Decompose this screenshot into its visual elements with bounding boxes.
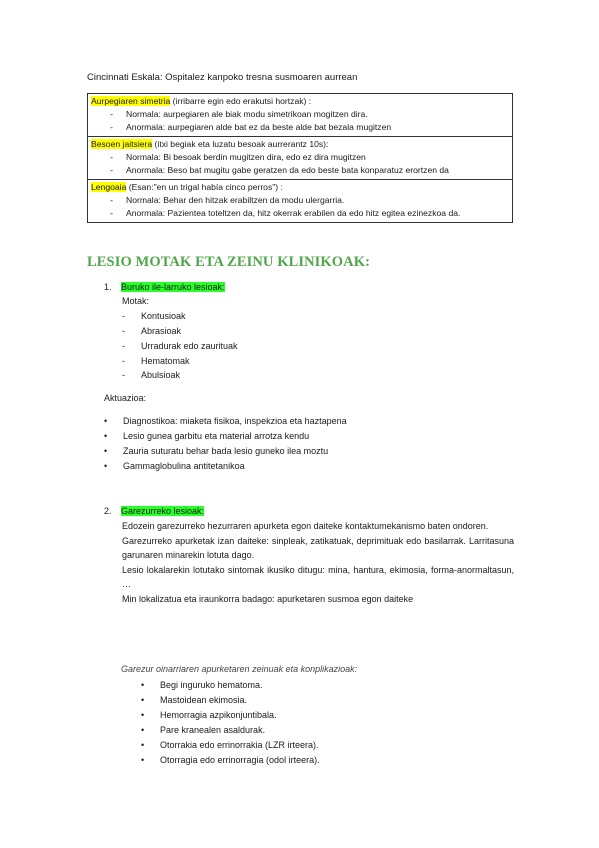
list-item: - Kontusioak [122, 311, 186, 321]
section1-title: 1. Buruko ile-larruko lesioak: [104, 282, 225, 292]
list-item: • Diagnostikoa: miaketa fisikoa, inspekzioa eta haztapena [104, 416, 347, 426]
list-item: • Gammaglobulina antitetanikoa [104, 461, 245, 471]
aktuazioa-label: Aktuazioa: [104, 393, 147, 403]
table-cell-arms [88, 137, 512, 180]
criterion-label: Lengoaia [91, 182, 127, 192]
list-item: - Anormala: Beso bat mugitu gabe geratzen da edo beste bata konparatuz erortzen da [110, 165, 449, 175]
scale-caption: Cincinnati Eskala: Ospitalez kanpoko tresna susmoaren aurrean [87, 72, 358, 83]
list-item: • Otorragia edo errinorragia (odol irteera). [141, 755, 320, 765]
paragraph: Edozein garezurreko hezurraren apurketa egon daiteke kontaktumekanismo baten ondoren. [122, 521, 489, 531]
list-item: - Abulsioak [122, 370, 181, 380]
list-item: • Lesio gunea garbitu eta material arrotza kendu [104, 431, 310, 441]
list-item: • Zauria suturatu behar bada lesio guneko ilea moztu [104, 446, 329, 456]
paragraph: Min lokalizatua eta iraunkorra badago: apurketaren susmoa egon daiteke [122, 593, 414, 604]
criterion-instruction: (Esan:"en un trigal había cinco perros") : [126, 182, 283, 192]
list-item: - Abrasioak [122, 326, 182, 336]
section2-title: 2. Garezurreko lesioak: [104, 506, 205, 516]
list-item: - Normala: Behar den hitzak erabiltzen da modu ulergarria. [110, 195, 345, 205]
list-item: - Urradurak edo zaurituak [122, 341, 238, 351]
list-item: - Hematomak [122, 356, 190, 366]
criterion-instruction: (itxi begiak eta luzatu besoak aurrerantz 10s): [152, 139, 329, 149]
section2-body [122, 519, 514, 607]
criterion-instruction: (irribarre egin edo erakutsi hortzak) : [170, 96, 312, 106]
table-cell-face [88, 94, 512, 137]
criterion-label: Besoen jaitsiera [91, 139, 153, 149]
list-item: - Anormala: aurpegiaren alde bat ez da beste alde bat bezala mugitzen [110, 122, 392, 132]
paragraph: Lesio lokalarekin lotutako sintomak ikusiko ditugu: mina, hantura, ekimosia, forma-anormaltasun, … [122, 564, 514, 590]
subheading: Garezur oinarriaren apurketaren zeinuak eta konplikazioak: [121, 664, 358, 674]
motak-label: Motak: [122, 296, 150, 306]
list-item: - Normala: Bi besoak berdin mugitzen dira, edo ez dira mugitzen [110, 152, 366, 162]
list-item: - Anormala: Pazientea toteltzen da, hitz okerrak erabilen da edo hitz egitea ezinezkoa da. [110, 208, 461, 218]
list-item: • Otorrakia edo errinorrakia (LZR irteera). [141, 740, 319, 750]
table-cell-language [88, 180, 512, 222]
list-item: • Hemorragia azpikonjuntibala. [141, 710, 277, 720]
section-heading: LESIO MOTAK ETA ZEINU KLINIKOAK: [87, 254, 371, 270]
paragraph: Garezurreko apurketak izan daiteke: sinpleak, zatikatuak, deprimituak edo basilarrak. Larritasuna garunaren minarekin lotuta dago. [122, 535, 514, 561]
cincinnati-scale-table [87, 93, 513, 223]
list-item: • Mastoidean ekimosia. [141, 695, 248, 705]
criterion-label: Aurpegiaren simetria [91, 96, 171, 106]
list-item: - Normala: aurpegiaren ale biak modu simetrikoan mogitzen dira. [110, 109, 368, 119]
list-item: • Begi inguruko hematoma. [141, 680, 263, 690]
list-item: • Pare kranealen asaldurak. [141, 725, 266, 735]
